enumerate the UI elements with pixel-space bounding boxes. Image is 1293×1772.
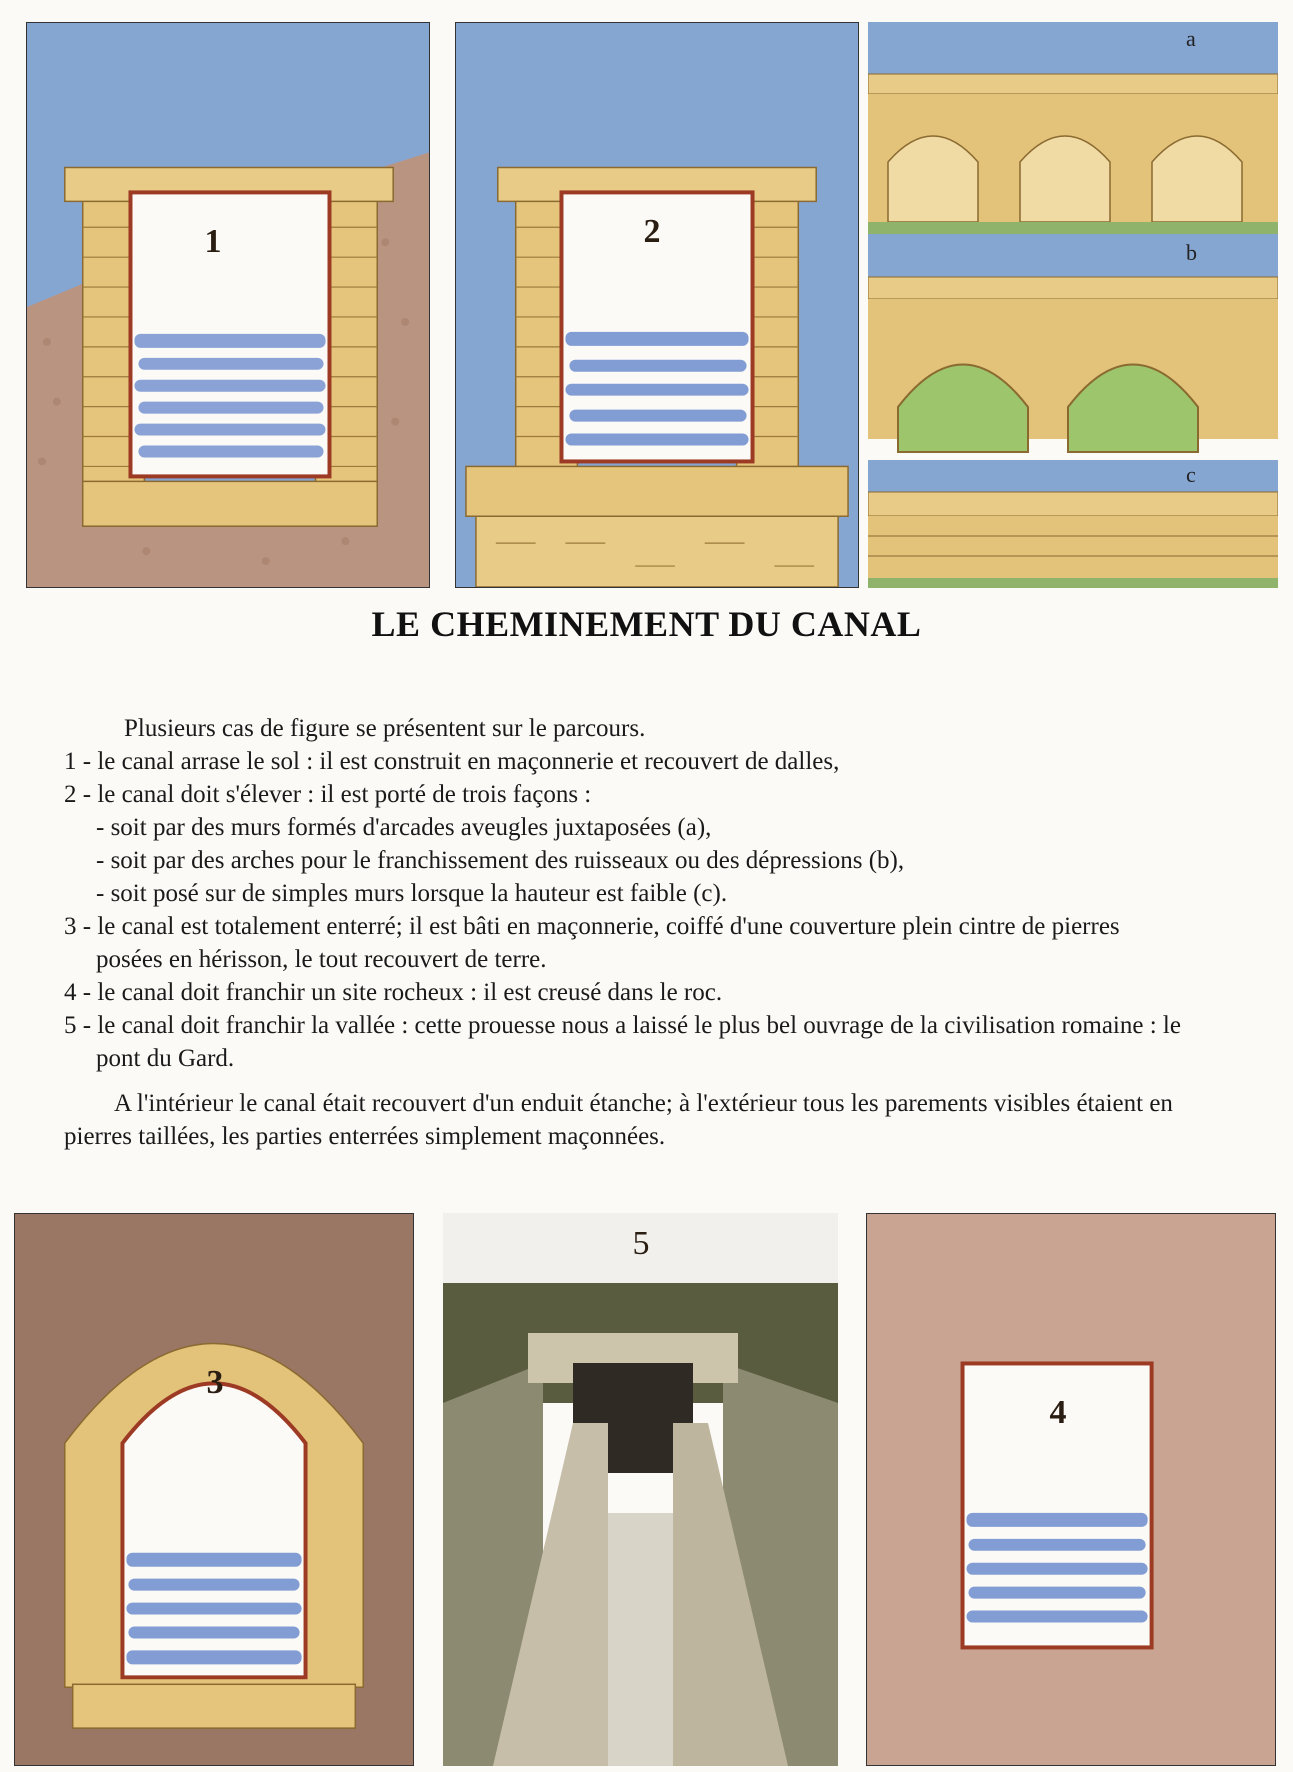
figure-5-number: 5	[632, 1225, 650, 1262]
list-item-4: 4 - le canal doit franchir un site rocheux : il est creusé dans le roc.	[64, 979, 723, 1006]
figure-3-drawing	[15, 1214, 413, 1765]
figure-3-number: 3	[206, 1364, 224, 1401]
figure-3-buried-canal	[14, 1213, 414, 1766]
body-text	[64, 712, 1182, 1153]
figure-1-number: 1	[204, 223, 222, 260]
figure-2-raised-canal	[455, 22, 859, 588]
figure-abc-drawing	[868, 22, 1278, 588]
sub-item-a: - soit par des murs formés d'arcades aveugles juxtaposées (a),	[96, 814, 712, 841]
figure-2-number: 2	[643, 213, 661, 250]
figure-5-pont-du-gard-photo	[443, 1213, 838, 1766]
list-item-5: 5 - le canal doit franchir la vallée : cette prouesse nous a laissé le plus bel ouvrage de la civilisation romaine : le pont du Gard.	[64, 1012, 1181, 1072]
figure-2-drawing	[456, 23, 858, 587]
sub-item-c: - soit posé sur de simples murs lorsque la hauteur est faible (c).	[96, 880, 728, 907]
label-a: a	[1186, 26, 1196, 51]
figure-4-rock-cut-canal	[866, 1213, 1276, 1766]
closing-paragraph: A l'intérieur le canal était recouvert d'un enduit étanche; à l'extérieur tous les parements visibles étaient en pierres taillées, les parties enterrées simplement maçonnées.	[64, 1090, 1173, 1150]
figure-5-drawing	[443, 1213, 838, 1766]
list-item-2: 2 - le canal doit s'élever : il est porté de trois façons :	[64, 781, 592, 808]
label-b: b	[1186, 240, 1197, 265]
figure-1-ground-level-canal	[26, 22, 430, 588]
list-item-3: 3 - le canal est totalement enterré; il est bâti en maçonnerie, coiffé d'une couverture plein cintre de pierres posées en hérisson, le tout recouvert de terre.	[64, 913, 1120, 973]
sub-item-b: - soit par des arches pour le franchissement des ruisseaux ou des dépressions (b),	[96, 847, 905, 874]
list-item-1: 1 - le canal arrase le sol : il est construit en maçonnerie et recouvert de dalles,	[64, 748, 840, 775]
page-title: LE CHEMINEMENT DU CANAL	[371, 604, 922, 644]
figure-4-drawing	[867, 1214, 1275, 1765]
figure-abc-support-types	[868, 22, 1278, 588]
figure-4-number: 4	[1049, 1394, 1067, 1431]
figure-1-drawing	[27, 23, 429, 587]
label-c: c	[1186, 462, 1196, 487]
intro-paragraph: Plusieurs cas de figure se présentent sur le parcours.	[124, 715, 646, 742]
